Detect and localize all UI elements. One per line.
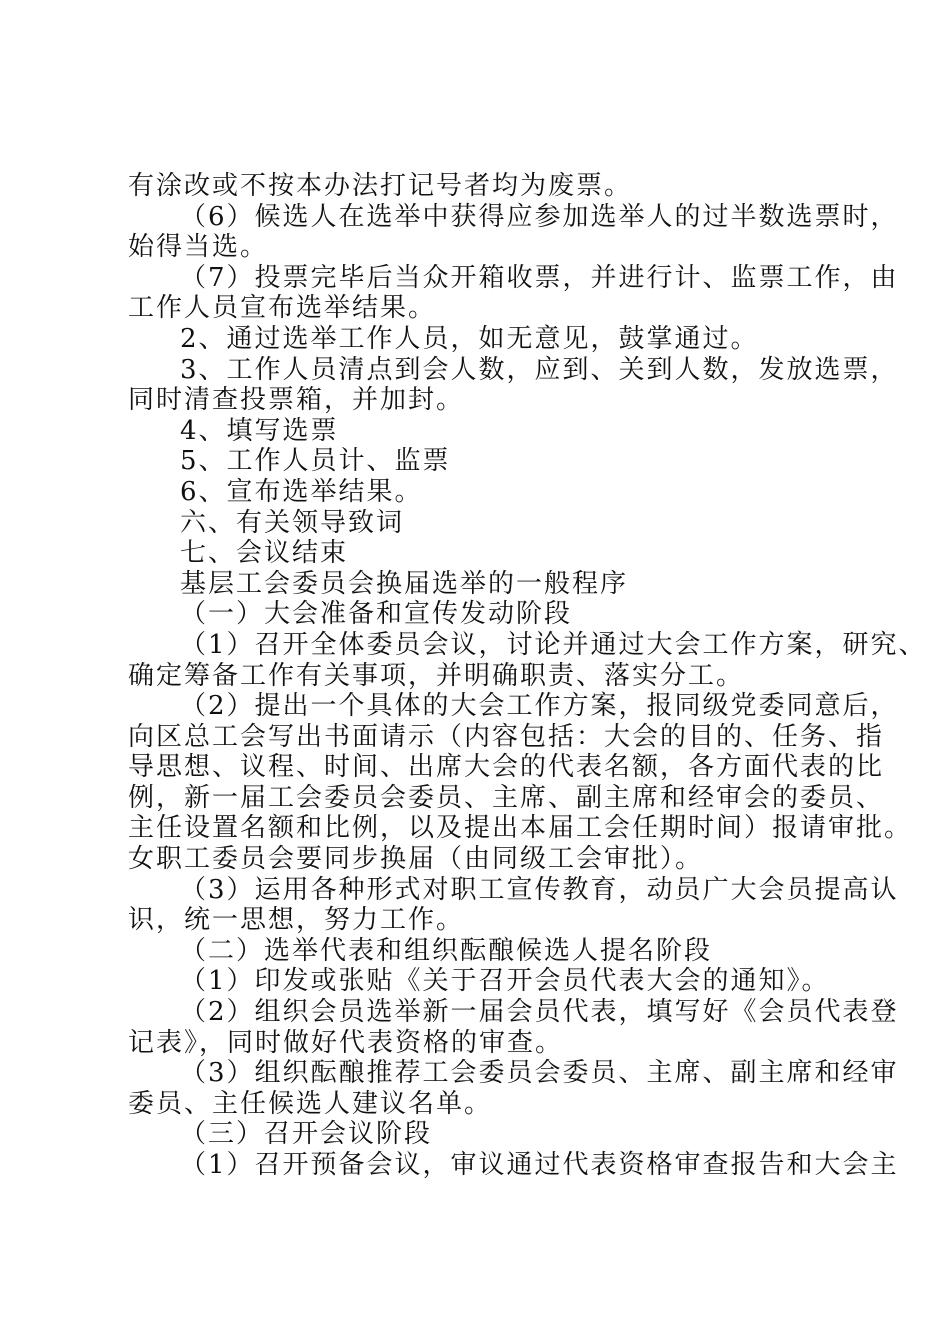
paragraph-line: 3、工作人员清点到会人数，应到、关到人数，发放选票， (180, 354, 899, 385)
paragraph-line: （1）召开全体委员会议，讨论并通过大会工作方案，研究、 (180, 629, 927, 660)
paragraph-line: 基层工会委员会换届选举的一般程序 (180, 568, 629, 599)
paragraph-line: （2）组织会员选举新一届会员代表，填写好《会员代表登 (180, 997, 899, 1028)
document-body (128, 171, 927, 1181)
paragraph-line: 记表》，同时做好代表资格的审查。 (128, 1027, 564, 1058)
paragraph-line: 工作人员宣布选举结果。 (128, 293, 437, 324)
paragraph-line: 识，统一思想，努力工作。 (128, 905, 465, 936)
paragraph-line: （7）投票完毕后当众开箱收票，并进行计、监票工作，由 (180, 262, 899, 293)
paragraph-line: （三）召开会议阶段 (180, 1119, 433, 1150)
paragraph-line: 始得当选。 (128, 232, 269, 263)
paragraph-line: 2、通过选举工作人员，如无意见，鼓掌通过。 (180, 323, 759, 354)
paragraph-line: （一）大会准备和宣传发动阶段 (180, 599, 573, 630)
paragraph-line: 六、有关领导致词 (180, 507, 405, 538)
paragraph-line: 5、工作人员计、监票 (180, 446, 451, 477)
paragraph-line: 委员、主任候选人建议名单。 (128, 1088, 493, 1119)
paragraph-line: 6、宣布选举结果。 (180, 476, 423, 507)
paragraph-line: 向区总工会写出书面请示（内容包括：大会的目的、任务、指 (128, 721, 885, 752)
paragraph-line: 确定筹备工作有关事项，并明确职责、落实分工。 (128, 660, 745, 691)
paragraph-line: 七、会议结束 (180, 538, 349, 569)
paragraph-line: 主任设置名额和比例，以及提出本届工会任期时间）报请审批。 (128, 813, 913, 844)
paragraph-line: （1）印发或张贴《关于召开会员代表大会的通知》。 (180, 966, 830, 997)
paragraph-line: 4、填写选票 (180, 415, 339, 446)
paragraph-line: （6）候选人在选举中获得应参加选举人的过半数选票时， (180, 201, 899, 232)
paragraph-line: 例，新一届工会委员会委员、主席、副主席和经审会的委员、 (128, 782, 885, 813)
paragraph-line: 同时清查投票箱，并加封。 (128, 385, 465, 416)
paragraph-line: （2）提出一个具体的大会工作方案，报同级党委同意后， (180, 691, 899, 722)
paragraph-line: 有涂改或不按本办法打记号者均为废票。 (128, 171, 633, 201)
paragraph-line: （3）运用各种形式对职工宣传教育，动员广大会员提高认 (180, 874, 899, 905)
paragraph-line: （3）组织酝酿推荐工会委员会委员、主席、副主席和经审 (180, 1058, 899, 1089)
paragraph-line: 导思想、议程、时间、出席大会的代表名额，各方面代表的比 (128, 752, 885, 783)
paragraph-line: （二）选举代表和组织酝酿候选人提名阶段 (180, 935, 713, 966)
paragraph-line: （1）召开预备会议，审议通过代表资格审查报告和大会主 (180, 1150, 899, 1180)
paragraph-line: 女职工委员会要同步换届（由同级工会审批）。 (128, 844, 704, 875)
